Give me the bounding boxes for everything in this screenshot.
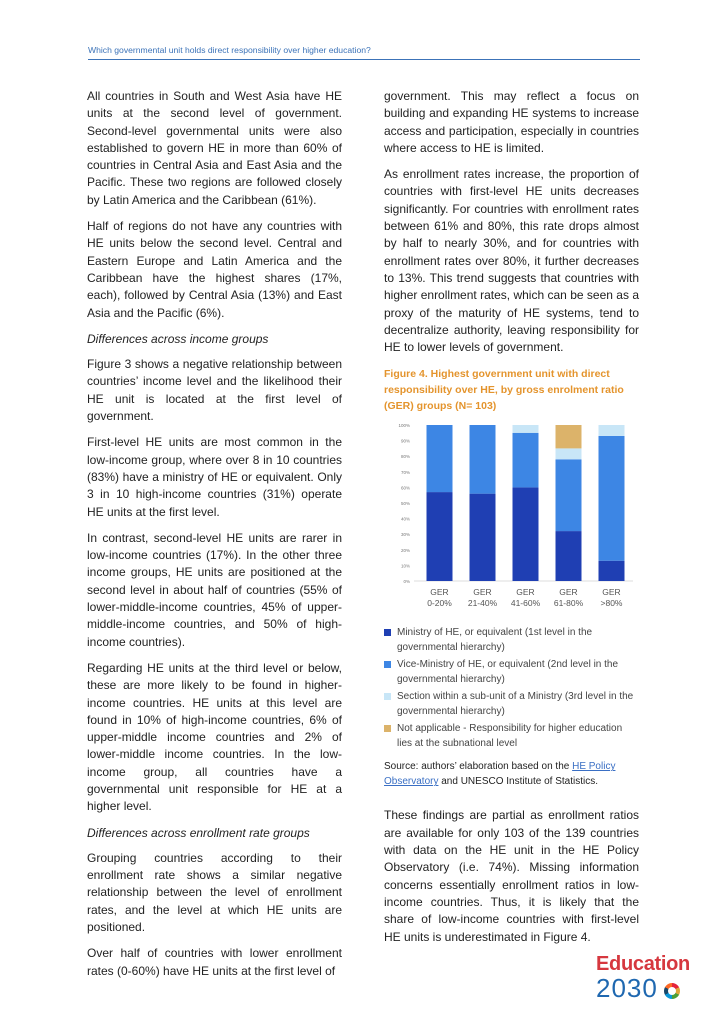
legend-swatch: [384, 725, 391, 732]
x-tick-label: 41-60%: [510, 598, 541, 609]
paragraph: Half of regions do not have any countries with HE units below the second level. Central and Eastern Europe and Latin America and the Caribbean have the highest shares (17%, each), followed by Central Asia (13%) and East Asia and the Pacific (6%).: [87, 219, 342, 320]
paragraph: Over half of countries with lower enrollment rates (0-60%) have HE units at the first level of: [87, 946, 342, 978]
legend-label: Section within a sub-unit of a Ministry (3rd level in the governmental hierarchy): [397, 691, 634, 718]
sdg-wheel-icon: [664, 983, 680, 999]
x-tick-label: 61-80%: [553, 598, 584, 609]
x-tick-label: GER: [559, 587, 578, 598]
y-tick-label: 40%: [400, 517, 410, 523]
stacked-bar-chart: [384, 416, 639, 621]
paragraph: These findings are partial as enrollment ratios are available for only 103 of the 139 countries with data on the HE unit in the HE Policy Observatory (i.e. 74%). Missing information concerns essentially enrollment ratios in low-income countries. Thus, it is likely that the share of low-income countries with first-level HE units is underestimated in Figure 4.: [384, 808, 639, 944]
source-suffix: and UNESCO Institute of Statistics.: [438, 776, 598, 788]
legend-item: [384, 689, 639, 719]
y-tick-label: 30%: [400, 532, 410, 538]
figure-caption: Figure 4. Highest government unit with direct responsibility over HE, by gross enrolment ratio (GER) groups (N= 103): [384, 368, 624, 413]
right-column: [384, 88, 639, 955]
x-tick-label: GER: [602, 587, 621, 598]
logo-text-education: Education: [596, 953, 690, 975]
y-tick-label: 50%: [400, 501, 410, 507]
legend-item: [384, 625, 639, 655]
bar-segment: [599, 561, 625, 581]
x-tick-label: >80%: [600, 598, 623, 609]
bar-segment: [556, 532, 582, 582]
paragraph: As enrollment rates increase, the proportion of countries with first-level HE units decreases significantly. For countries with enrollment rates between 61% and 80%, this rate drops almost by half to nearly 30%, and for countries with enrollment rates over 80%, it further decreases to 13%. This trend suggests that countries with higher enrollment rates, which can be seen as a proxy of the maturity of HE systems, tend to decentralize authority, leaving responsibility for HE to lower levels of government.: [384, 167, 639, 355]
x-tick-label: 0-20%: [427, 598, 452, 609]
paragraph: In contrast, second-level HE units are rarer in low-income countries (17%). In the other three income groups, HE units are positioned at the second level in about half of countries (55% of lower-middle-income countries, 45% of upper-middle-income countries, and 50% of high-income countries).: [87, 530, 342, 649]
section-subheading: Differences across income groups: [87, 331, 269, 346]
bar-segment: [427, 425, 453, 492]
legend-swatch: [384, 693, 391, 700]
paragraph: government. This may reflect a focus on building and expanding HE systems to increase access and participation, especially in countries where access to HE is limited.: [384, 89, 639, 155]
x-tick-label: GER: [430, 587, 449, 598]
y-tick-label: 10%: [400, 563, 410, 569]
paragraph: Figure 3 shows a negative relationship between countries’ income level and the likelihood their HE unit is located at the first level of government.: [87, 357, 342, 424]
paragraph: All countries in South and West Asia have HE units at the second level of government. Second-level governmental units were also established to govern HE in more than 60% of countries in Central Asia and East Asia and the Pacific. These two regions are followed closely by Latin America and the Caribbean (61%).: [87, 89, 342, 207]
bar-segment: [513, 488, 539, 582]
y-tick-label: 20%: [400, 548, 410, 554]
bar-segment: [470, 494, 496, 581]
y-tick-label: 90%: [400, 439, 410, 445]
y-tick-label: 60%: [400, 485, 410, 491]
legend-item: [384, 721, 639, 751]
figure-source: [384, 759, 639, 789]
y-tick-label: 0%: [403, 579, 410, 585]
x-tick-label: GER: [516, 587, 535, 598]
legend-swatch: [384, 661, 391, 668]
running-title: Which governmental unit holds direct responsibility over higher education?: [88, 45, 640, 60]
bar-segment: [470, 425, 496, 494]
left-column: [87, 88, 342, 989]
legend-label: Not applicable - Responsibility for higher education lies at the subnational level: [397, 723, 623, 750]
bar-segment: [556, 425, 582, 448]
x-tick-label: GER: [473, 587, 492, 598]
bar-segment: [427, 493, 453, 582]
legend-item: [384, 657, 639, 687]
legend-label: Vice-Ministry of HE, or equivalent (2nd level in the governmental hierarchy): [397, 659, 619, 686]
section-subheading: Differences across enrollment rate groups: [87, 825, 310, 840]
bar-segment: [556, 460, 582, 532]
y-tick-label: 70%: [400, 470, 410, 476]
paragraph: Grouping countries according to their enrollment rate shows a similar negative relationship between the level of enrollment rates, and the level at which HE units are positioned.: [87, 850, 342, 935]
bar-segment: [513, 425, 539, 433]
education-2030-logo: [596, 953, 696, 1001]
bar-segment: [556, 449, 582, 460]
bar-segment: [599, 425, 625, 436]
source-prefix: Source: authors’ elaboration based on the: [384, 761, 573, 773]
paragraph: First-level HE units are most common in the low-income group, where over 8 in 10 countries (83%) have a ministry of HE or equivalent. Only 3 in 10 high-income countries (31%) operate HE units at the first level.: [87, 435, 342, 519]
paragraph: Regarding HE units at the third level or below, these are more likely to be found in higher-income countries. HE units at this level are found in 10% of high-income countries, 6% of upper-middle income countries and 2% of lower-middle income countries. In the low-income group, all countries have a governmental unit responsible for HE at a higher level.: [87, 660, 342, 814]
legend-swatch: [384, 629, 391, 636]
bar-segment: [599, 436, 625, 561]
chart-legend: [384, 625, 639, 751]
y-tick-label: 80%: [400, 454, 410, 460]
x-tick-label: 21-40%: [467, 598, 498, 609]
he-policy-observatory-link[interactable]: HE Policy Observatory: [384, 761, 616, 788]
logo-text-2030: 2030: [596, 973, 658, 1003]
legend-label: Ministry of HE, or equivalent (1st level in the governmental hierarchy): [397, 627, 593, 654]
y-tick-label: 100%: [398, 423, 410, 429]
bar-segment: [513, 433, 539, 488]
